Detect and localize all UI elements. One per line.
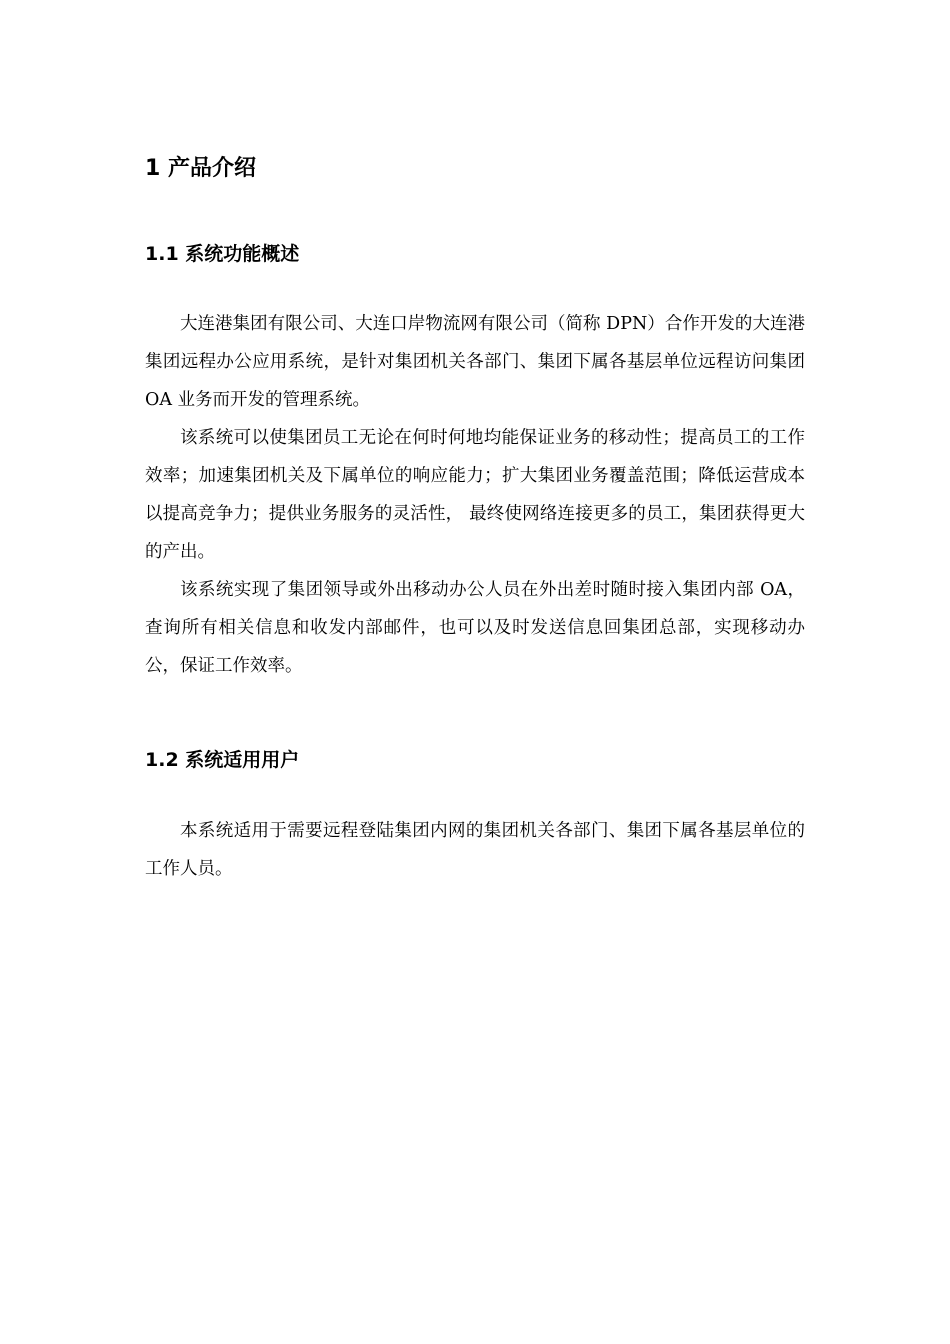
section-heading-target-users: 1.2 系统适用用户 [145,749,300,771]
section-body-target-users [145,812,805,888]
section-heading-system-overview: 1.1 系统功能概述 [145,243,300,265]
paragraph: 该系统可以使集团员工无论在何时何地均能保证业务的移动性；提高员工的工作效率；加速集团机关及下属单位的响应能力；扩大集团业务覆盖范围；降低运营成本以提高竞争力；提供业务服务的灵活性， 最终使网络连接更多的员工，集团获得更大的产出。 [145,428,805,562]
paragraph: 本系统适用于需要远程登陆集团内网的集团机关各部门、集团下属各基层单位的工作人员。 [145,821,805,879]
chapter-heading: 1 产品介绍 [145,156,256,181]
section-body-system-overview [145,305,805,685]
paragraph: 大连港集团有限公司、大连口岸物流网有限公司（简称 DPN）合作开发的大连港集团远程办公应用系统，是针对集团机关各部门、集团下属各基层单位远程访问集团 OA 业务而开发的管理系统。 [145,314,805,410]
paragraph: 该系统实现了集团领导或外出移动办公人员在外出差时随时接入集团内部 OA，查询所有相关信息和收发内部邮件，也可以及时发送信息回集团总部，实现移动办公，保证工作效率。 [145,580,805,676]
